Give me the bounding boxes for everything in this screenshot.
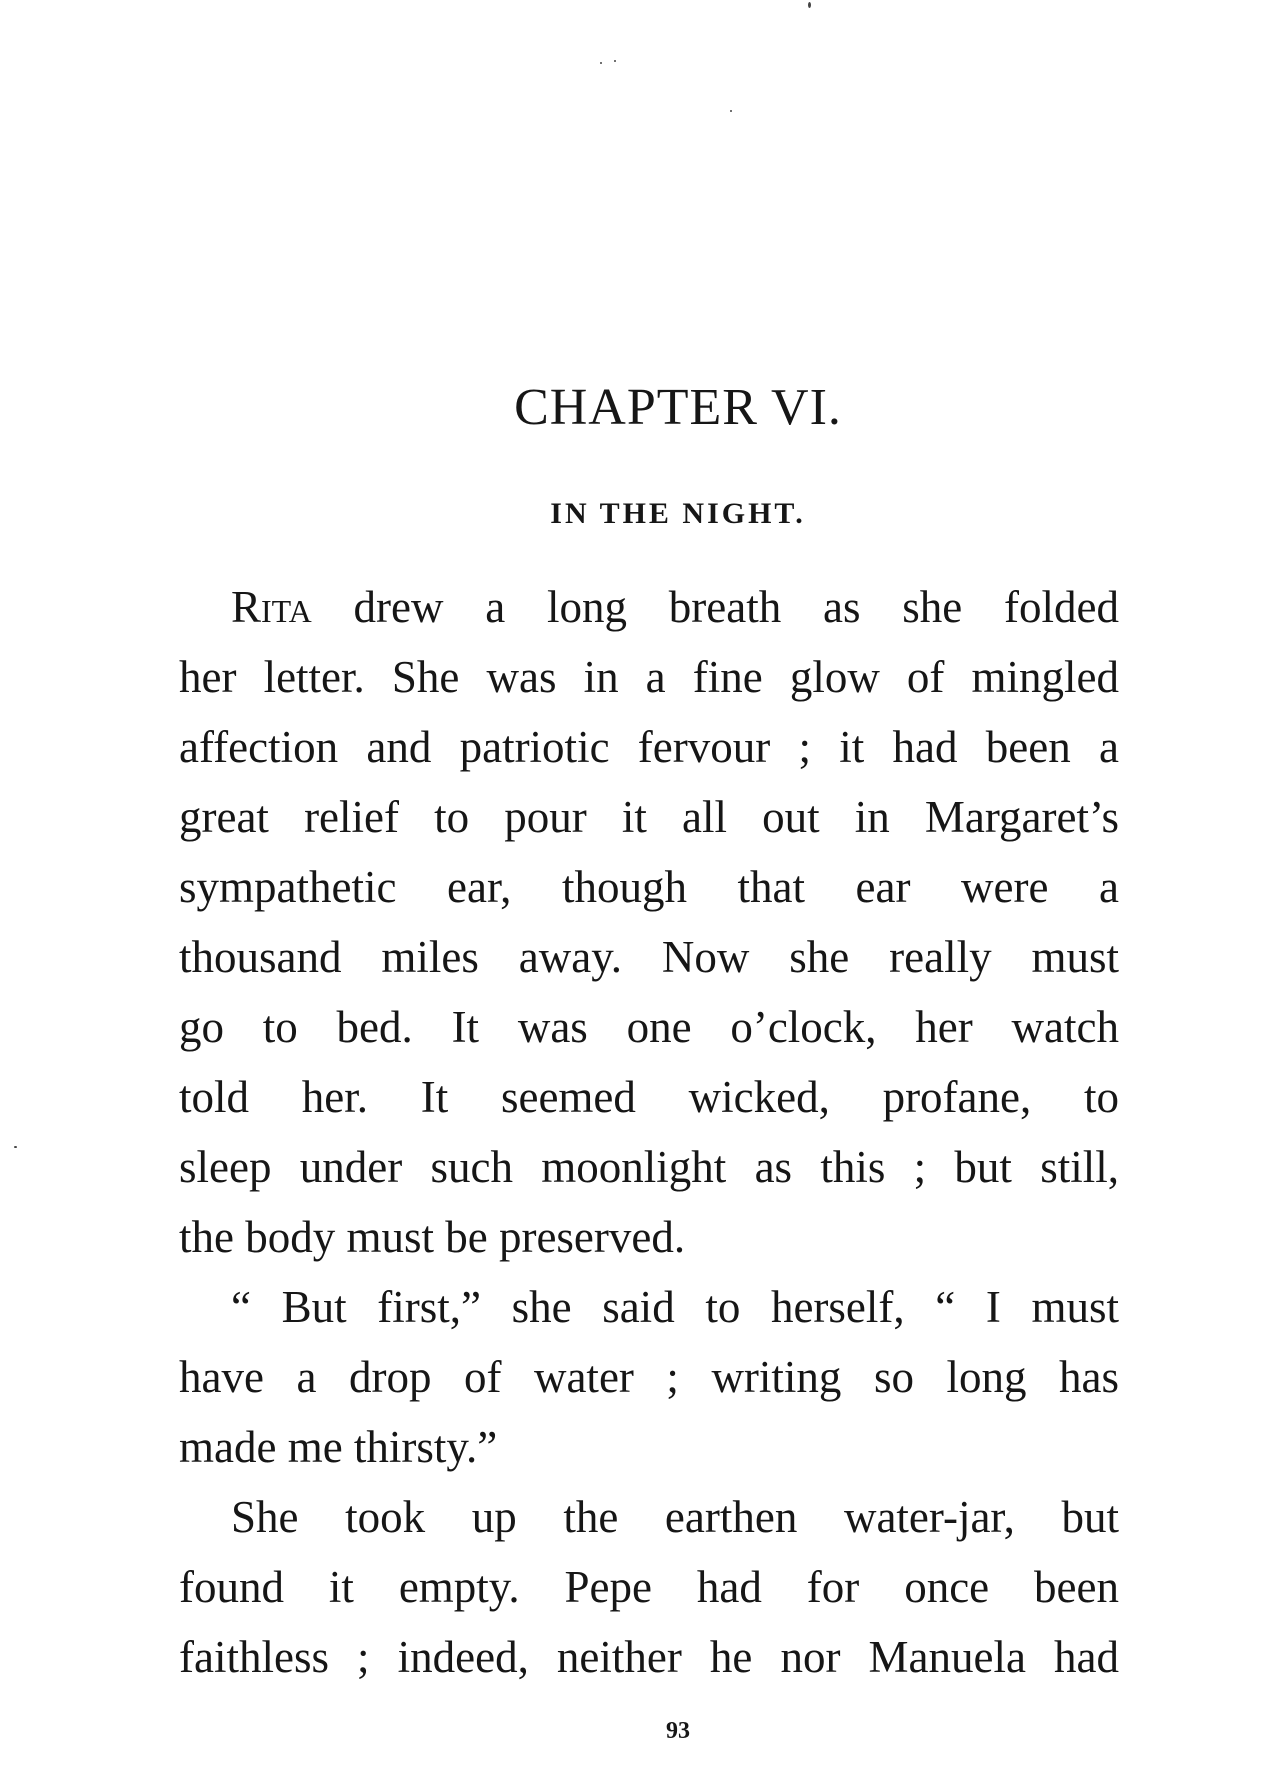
scan-speck [808, 2, 811, 8]
paragraph-3 [179, 1482, 1119, 1692]
scan-speck [600, 62, 602, 64]
text-line: the body must be preserved. [179, 1212, 686, 1262]
text-line: sympathetic ear, though that ear were a [179, 862, 1119, 912]
text-line-rest: drew a long breath as she folded [311, 582, 1119, 632]
text-line: great relief to pour it all out in Margaret’s [179, 792, 1119, 842]
paragraph-1 [179, 572, 1119, 1272]
chapter-subtitle: IN THE NIGHT. [550, 497, 806, 530]
scan-speck [14, 1146, 17, 1148]
page-number: 93 [666, 1718, 690, 1744]
paragraph-2 [179, 1272, 1119, 1482]
chapter-title: CHAPTER VI. [514, 379, 842, 436]
text-line [179, 572, 1119, 642]
scan-speck [614, 60, 616, 62]
text-line: thousand miles away. Now she really must [179, 932, 1119, 982]
text-line: “ But first,” she said to herself, “ I must [231, 1282, 1119, 1332]
text-line: have a drop of water ; writing so long has [179, 1352, 1119, 1402]
text-line: She took up the earthen water-jar, but [231, 1492, 1119, 1542]
text-line: her letter. She was in a fine glow of mingled [179, 652, 1119, 702]
drop-word: Rita [231, 582, 312, 632]
text-line: go to bed. It was one o’clock, her watch [179, 1002, 1119, 1052]
text-line: sleep under such moonlight as this ; but still, [179, 1142, 1119, 1192]
text-line: made me thirsty.” [179, 1422, 498, 1472]
text-line: affection and patriotic fervour ; it had been a [179, 722, 1119, 772]
text-line: told her. It seemed wicked, profane, to [179, 1072, 1119, 1122]
text-line: found it empty. Pepe had for once been [179, 1562, 1119, 1612]
scan-speck [730, 110, 732, 112]
text-line: faithless ; indeed, neither he nor Manuela had [179, 1632, 1119, 1682]
